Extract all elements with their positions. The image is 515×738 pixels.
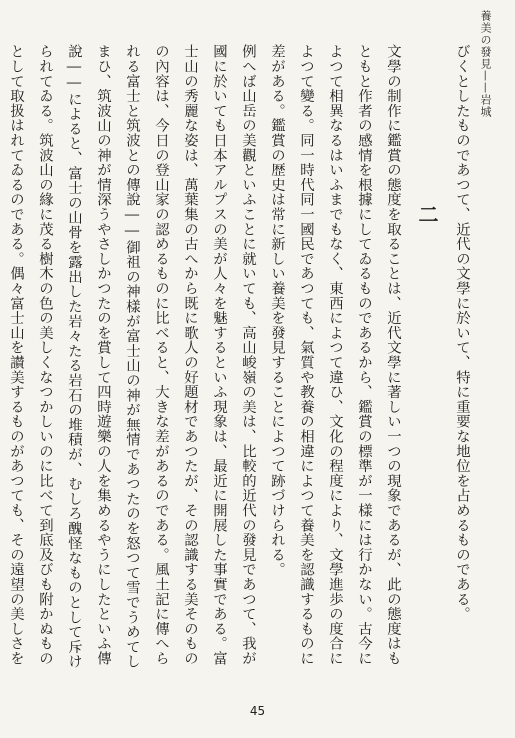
paragraph-appreciation: 文學の制作に鑑賞の態度を取ることは、近代文學に著しい一つの現象であるが、此の態度はもともと作者の感情を根據にしてゐるものであるから、鑑賞の標準が一樣には行かない。古今によつて相異なるはいふまでもなく、東西によつて違ひ、文化の程度により、文學進歩の度合によつて變る。同一時代同一國民であつても、氣質や教養の相違によつて養美を認識するものに差がある。鑑賞の歴史は常に新しい養美を發見することによつて跡づけられる。 — [269, 44, 401, 666]
section-number: 二 — [415, 204, 439, 225]
running-header: 養美の發見——岩城 — [479, 10, 492, 118]
article-body — [8, 44, 476, 674]
paragraph-intro: びくとしたものであつて、近代の文學に於いて、特に重要な地位を占めるものである。 — [454, 44, 470, 622]
page-number: 45 — [249, 704, 266, 718]
paragraph-mountain-beauty: 例へば山岳の美觀といふことに就いても、高山峻嶺の美は、比較的近代の發見であつて、我が國に於いても日本アルプスの美が人々を魅するといふ現象は、最近に開展した事實である。富士山の秀麗な姿は、萬葉集の古へから既に歌人の好題材であつたが、その認識する美そのものの內容は、今日の登山家の認めるものに比べると、大きな差があるのである。風土記に傳へられる富士と筑波との傳說――御祖の神樣が富士山の神が無情であつたのを怒つて雪でうめてしまひ、筑波山の神が情深うやさしかつたのを賞して四時遊樂の人を集めるやうにしたといふ傳說――によると、富士の山骨を露出した岩々たる岩石の堆積が、むしろ醜怪なものとして斥けられてゐる。筑波山の緣に茂る樹木の色の美しくなつかしいのに比べて到底及びも附かぬものとして取扱はれてゐるのである。偶々富士山を讃美するものがあつても、その遠望の美しさを — [8, 44, 256, 669]
